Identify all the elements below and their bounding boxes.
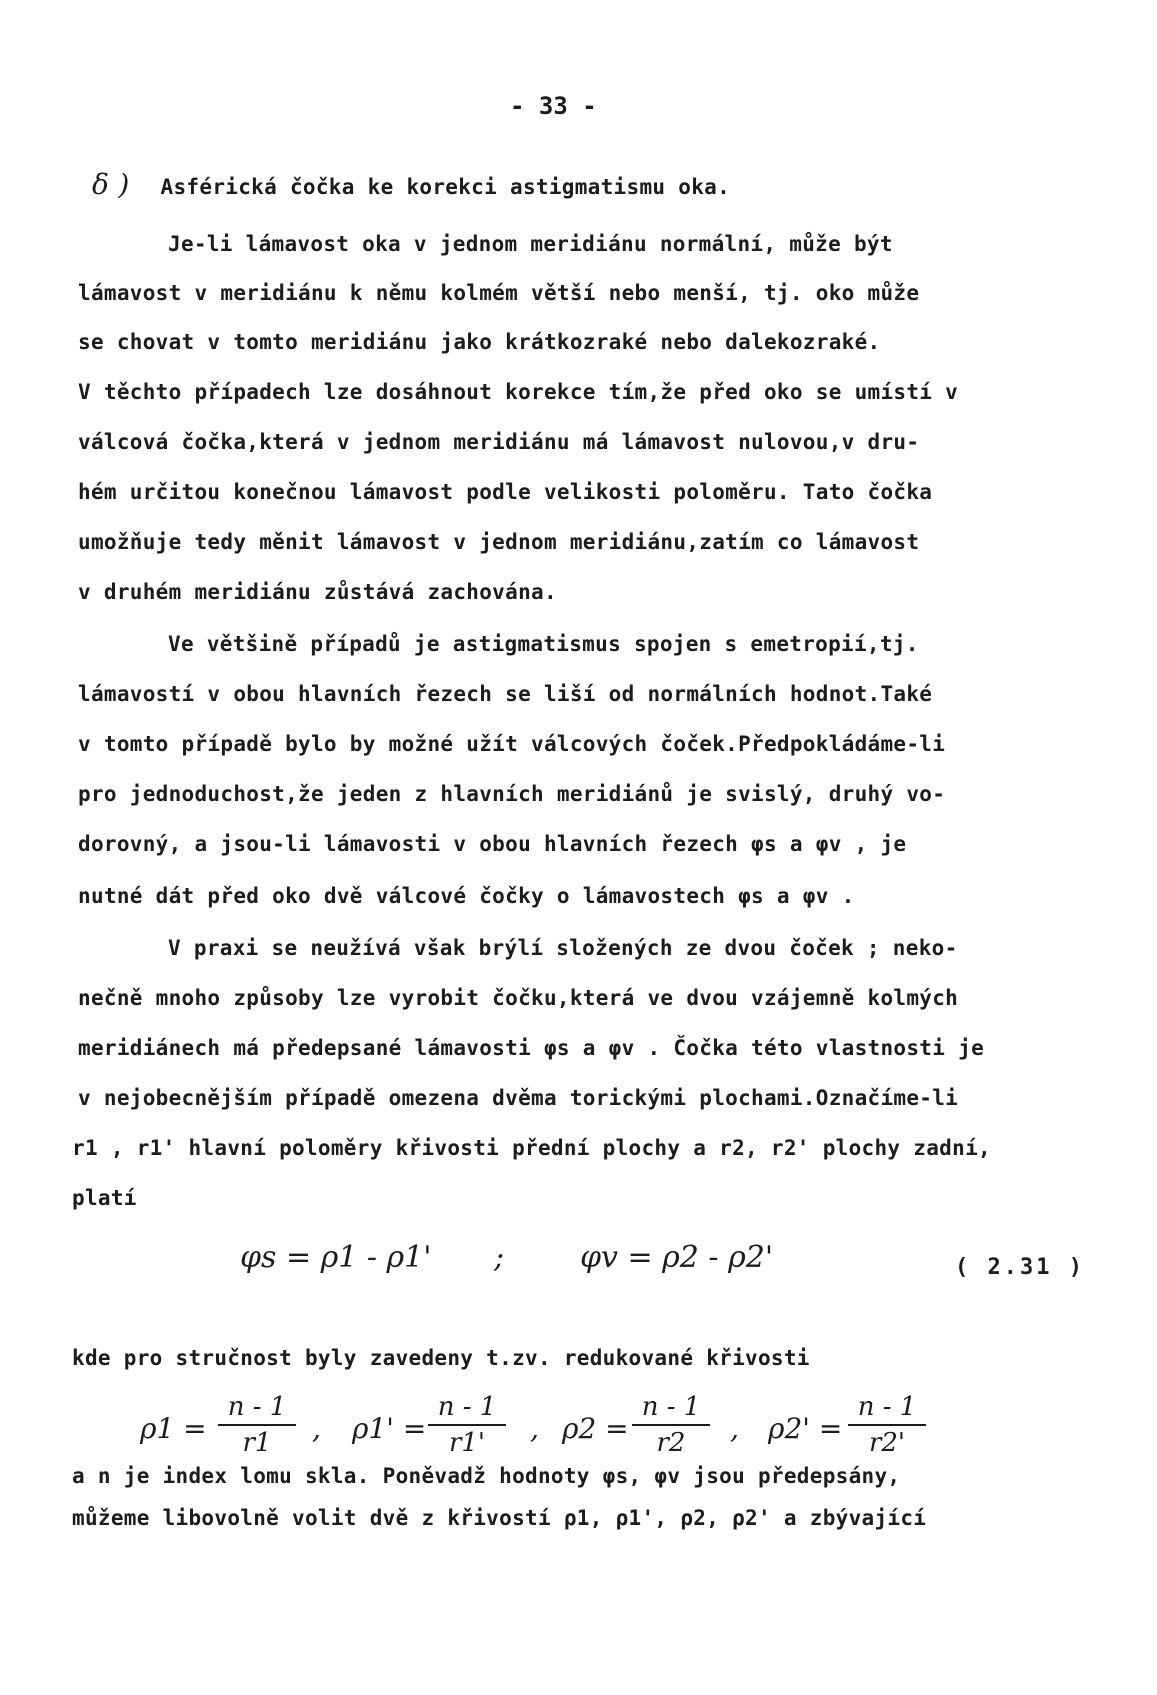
fraction-lhs: ρ1 = — [140, 1412, 207, 1445]
text-line: Ve většině případů je astigmatismus spojen s emetropií,tj. — [168, 632, 919, 656]
fraction-bar — [428, 1424, 506, 1426]
fraction-bar — [218, 1424, 296, 1426]
text-line: V praxi se neužívá však brýlí složených ze dvou čoček ; neko- — [168, 936, 958, 960]
text-line: r1 , r1' hlavní poloměry křivosti přední plochy a r2, r2' plochy zadní, — [72, 1136, 991, 1160]
text-line: můžeme libovolně volit dvě z křivostí ρ1, ρ1', ρ2, ρ2' a zbývající — [72, 1506, 927, 1530]
page-number: - 33 - — [510, 92, 597, 120]
text-line: umožňuje tedy měnit lámavost v jednom meridiánu,zatím co lámavost — [78, 530, 920, 554]
fraction-lhs: ρ2' = — [768, 1412, 843, 1445]
text-line: a n je index lomu skla. Poněvadž hodnoty φs, φv jsou předepsány, — [72, 1464, 901, 1488]
text-line: v nejobecnějším případě omezena dvěma torickými plochami.Označíme-li — [78, 1086, 959, 1110]
fraction-denominator: r2 — [656, 1428, 686, 1458]
text-line: v tomto případě bylo by možné užít válcových čoček.Předpokládáme-li — [78, 732, 946, 756]
text-line: v druhém meridiánu zůstává zachována. — [78, 580, 557, 604]
fraction-lhs: ρ2 = — [562, 1412, 629, 1445]
equation-number: ( 2.31 ) — [955, 1255, 1085, 1280]
fraction — [848, 1392, 926, 1458]
text-line: pro jednoduchost,že jeden z hlavních meridiánů je svislý, druhý vo- — [78, 782, 946, 806]
section-title: Asférická čočka ke korekci astigmatismu oka. — [160, 175, 731, 199]
fraction-numerator: n - 1 — [857, 1392, 917, 1422]
fraction-separator: , — [730, 1412, 739, 1445]
text-line: lámavostí v obou hlavních řezech se liší od normálních hodnot.Také — [78, 682, 933, 706]
fraction-separator: , — [530, 1412, 539, 1445]
fraction — [632, 1392, 710, 1458]
fraction — [428, 1392, 506, 1458]
equation-right: φv = ρ2 - ρ2' — [580, 1240, 774, 1275]
fraction — [218, 1392, 296, 1458]
equation-separator: ; — [494, 1240, 505, 1275]
fraction-numerator: n - 1 — [227, 1392, 287, 1422]
fraction-denominator: r2' — [868, 1428, 906, 1458]
fraction-denominator: r1 — [242, 1428, 272, 1458]
text-line: se chovat v tomto meridiánu jako krátkozraké nebo dalekozraké. — [78, 330, 881, 354]
text-line: lámavost v meridiánu k němu kolmém větší nebo menší, tj. oko může — [78, 281, 920, 305]
text-line: hém určitou konečnou lámavost podle velikosti poloměru. Tato čočka — [78, 480, 933, 504]
section-heading — [92, 168, 730, 201]
text-line: V těchto případech lze dosáhnout korekce tím,že před oko se umístí v — [78, 380, 959, 404]
fraction-separator: , — [312, 1412, 321, 1445]
fraction-denominator: r1' — [448, 1428, 486, 1458]
equation-left: φs = ρ1 - ρ1' — [240, 1240, 432, 1275]
section-marker: δ ) — [92, 168, 130, 201]
fraction-bar — [632, 1424, 710, 1426]
text-line: nutné dát před oko dvě válcové čočky o lámavostech φs a φv . — [78, 884, 855, 908]
text-line: platí — [72, 1186, 137, 1210]
text-line: dorovný, a jsou-li lámavosti v obou hlavních řezech φs a φv , je — [78, 832, 907, 856]
text-line: válcová čočka,která v jednom meridiánu má lámavost nulovou,v dru- — [78, 430, 920, 454]
fraction-bar — [848, 1424, 926, 1426]
fraction-numerator: n - 1 — [437, 1392, 497, 1422]
text-line: kde pro stručnost byly zavedeny t.zv. redukované křivosti — [72, 1346, 810, 1370]
text-line: nečně mnoho způsoby lze vyrobit čočku,která ve dvou vzájemně kolmých — [78, 986, 959, 1010]
fraction-lhs: ρ1' = — [352, 1412, 427, 1445]
fraction-numerator: n - 1 — [641, 1392, 701, 1422]
text-line: meridiánech má předepsané lámavosti φs a φv . Čočka této vlastnosti je — [78, 1036, 985, 1060]
text-line: Je-li lámavost oka v jednom meridiánu normální, může být — [168, 232, 893, 256]
